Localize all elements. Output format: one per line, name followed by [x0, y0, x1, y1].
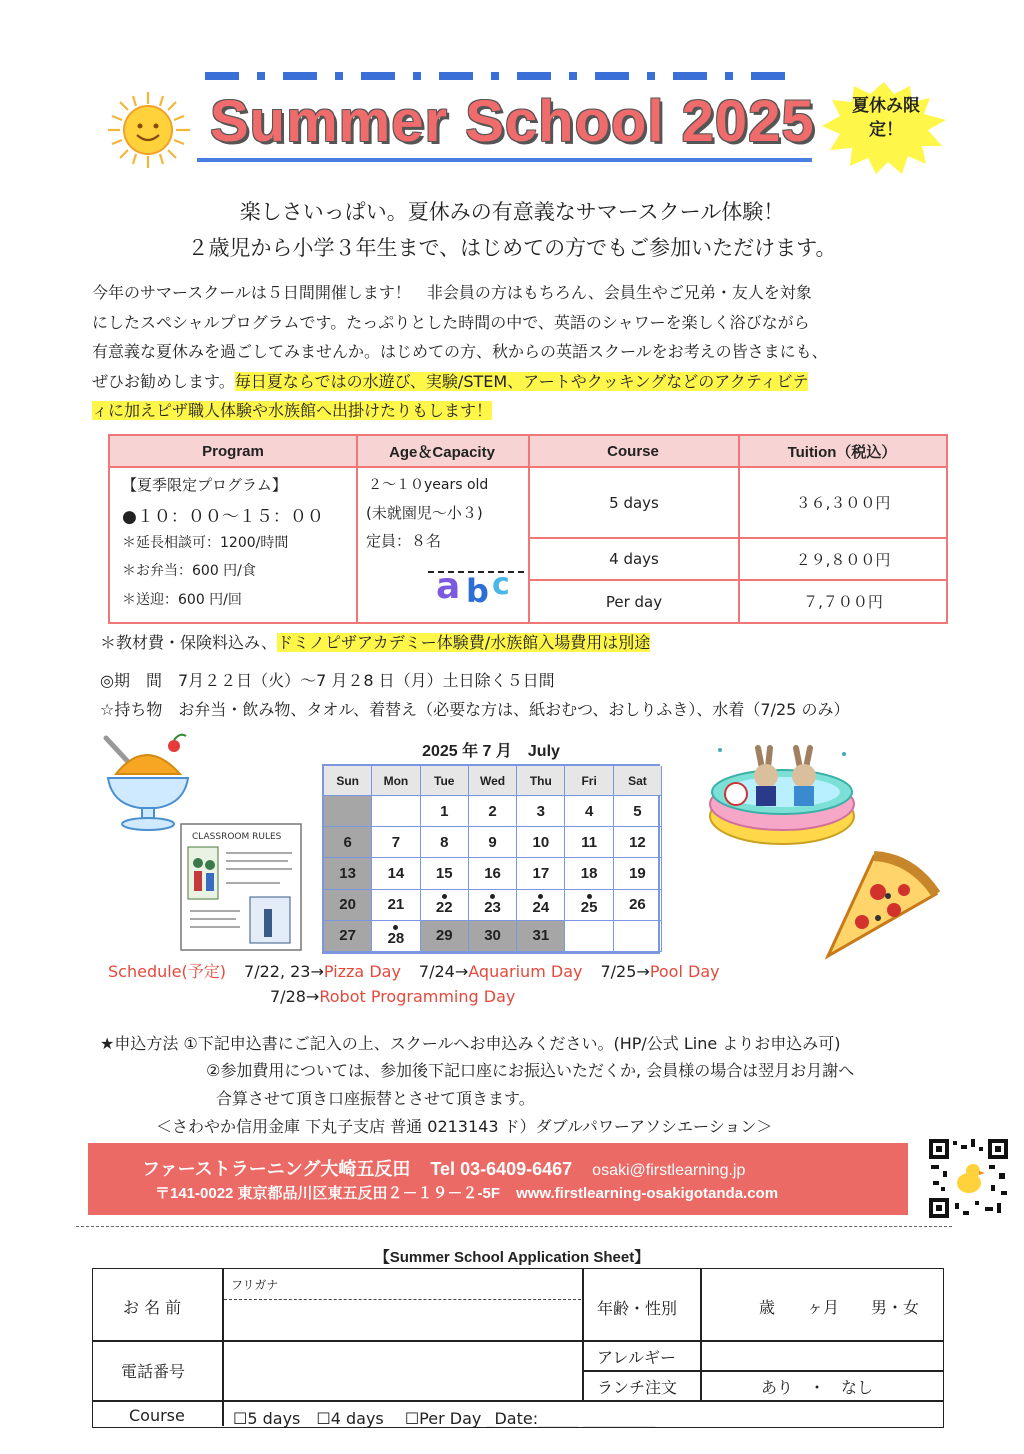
program-line: ＊お弁当：600 円/食	[122, 563, 256, 579]
event-dot	[442, 894, 447, 899]
calendar-day	[469, 827, 517, 858]
day-number: 24	[532, 899, 550, 917]
calendar-day	[517, 796, 565, 827]
day-number: 27	[339, 927, 356, 945]
day-number: 16	[484, 864, 501, 882]
course-label: Course	[129, 1406, 185, 1425]
intro-line: にしたスペシャルプログラムです。たっぷりとした時間の中で、英語のシャワーを楽しく浴びながら	[92, 312, 810, 332]
intro-line	[92, 396, 952, 426]
school-name: ファーストラーニング大崎五反田	[142, 1159, 411, 1179]
furigana-line	[224, 1299, 581, 1300]
day-number: 19	[629, 864, 646, 882]
day-number: 25	[580, 899, 598, 917]
course-name: 5 days	[609, 493, 659, 512]
age-gender-field[interactable]: 歳 ヶ月 男・女	[759, 1298, 920, 1317]
calendar-day	[517, 890, 565, 921]
pool-bunnies-icon	[706, 736, 858, 848]
day-number: 18	[580, 864, 598, 882]
schedule-event: Robot Programming Day	[319, 987, 516, 1006]
lead-line-2: ２歳児から小学３年生まで、はじめての方でもご参加いただけます。	[187, 236, 837, 260]
badge-text: 夏休み限定！	[852, 96, 920, 140]
weekday-header: Wed	[469, 766, 517, 796]
header-tuition: Tuition（税込）	[738, 436, 946, 468]
apply-line-1: ★申込方法 ①下記申込書にご記入の上、スクールへお申込みください。(HP/公式 Line よりお申込み可)	[100, 1034, 841, 1053]
program-line: ●１０：００～１５：００	[122, 507, 324, 527]
day-number: 3	[536, 802, 545, 820]
intro-paragraph	[92, 278, 952, 426]
weekday-header: Thu	[517, 766, 565, 796]
day-number: 14	[387, 864, 405, 882]
calendar-day	[614, 827, 662, 858]
calendar-day	[324, 796, 372, 827]
schedule-date: 7/25→	[600, 962, 650, 981]
day-number: 1	[440, 802, 449, 820]
course-name: 4 days	[609, 550, 659, 568]
day-number: 21	[387, 896, 405, 914]
svg-text:a: a	[436, 566, 461, 607]
calendar-day	[324, 858, 372, 889]
form-divider	[582, 1269, 584, 1400]
weekday-header: Sun	[324, 766, 372, 796]
calendar-day	[324, 827, 372, 858]
weekday-header: Fri	[565, 766, 613, 796]
apply-line-2: ②参加費用については、参加後下記口座にお振込いただくか, 会員様の場合は翌月お月謝へ	[206, 1061, 855, 1080]
program-line: ＊延長相談可：1200/時間	[122, 535, 289, 551]
calendar-day	[372, 827, 420, 858]
items-note: ☆持ち物 お弁当・飲み物、タオル、着替え（必要な方は、紙おむつ、おしりふき）、水着（7/25 のみ）	[100, 700, 850, 719]
cut-line	[76, 1226, 952, 1227]
header-age: Age＆Capacity	[356, 436, 528, 468]
calendar-day	[565, 921, 613, 952]
svg-text:b: b	[466, 572, 489, 610]
svg-text:CLASSROOM RULES: CLASSROOM RULES	[192, 832, 282, 842]
day-number: 17	[532, 864, 550, 882]
schedule-line-2	[270, 987, 515, 1006]
furigana-label: フリガナ	[231, 1278, 279, 1292]
apply-line-3: 合算させて頂き口座振替とさせて頂きます。	[216, 1089, 535, 1108]
intro-text: ぜひお勧めします。	[92, 371, 235, 391]
day-number: 9	[488, 833, 497, 851]
phone-label: 電話番号	[121, 1362, 186, 1381]
calendar-day	[614, 921, 662, 952]
course-price: ３６,３００円	[795, 494, 891, 512]
age-line: 定員：８名	[366, 532, 442, 550]
calendar-day	[517, 858, 565, 889]
calendar-day	[614, 858, 662, 889]
header-course: Course	[528, 436, 738, 468]
calendar-day	[324, 921, 372, 952]
calendar-day	[421, 921, 469, 952]
course-options[interactable]	[233, 1406, 655, 1429]
date-blank[interactable]: ____ _________	[546, 1409, 656, 1428]
calendar-day	[469, 858, 517, 889]
program-line: ＊送迎：600 円/回	[122, 592, 242, 608]
age-line: ２～１０years old	[368, 477, 489, 493]
weekday-header: Sat	[614, 766, 662, 796]
calendar-day	[421, 827, 469, 858]
title-dash-decoration	[205, 72, 800, 80]
contact-line-1	[142, 1155, 745, 1181]
phone-field[interactable]	[224, 1342, 581, 1399]
day-number: 29	[435, 927, 453, 945]
form-divider	[700, 1269, 702, 1400]
abc-letters-icon	[426, 554, 526, 610]
day-number: 30	[484, 927, 501, 945]
page-title: Summer School 2025	[210, 89, 815, 154]
calendar-day	[469, 921, 517, 952]
program-line: 【夏季限定プログラム】	[122, 476, 287, 494]
schedule-event: Aquarium Day	[468, 962, 583, 981]
course-price: ２９,８００円	[795, 550, 891, 569]
allergy-label: アレルギー	[597, 1348, 676, 1367]
calendar-title: 2025 年 7 月 July	[422, 743, 560, 760]
weekday-header: Tue	[421, 766, 469, 796]
day-number: 13	[339, 864, 356, 882]
calendar-day	[372, 796, 420, 827]
lunch-options[interactable]: あり ・ なし	[761, 1378, 874, 1397]
program-table	[108, 434, 948, 624]
classroom-rules-poster-image	[180, 823, 302, 951]
intro-line	[92, 367, 952, 397]
day-number: 23	[484, 899, 501, 917]
qr-code-icon[interactable]	[927, 1137, 1010, 1220]
intro-highlight: ィに加えピザ職人体験や水族館へ出掛けたりもします！	[92, 401, 493, 421]
day-number: 4	[584, 802, 594, 820]
contact-line-2	[155, 1182, 778, 1203]
period-note: ◎期 間 7月２２日（火）～7 月２8 日（月）土日除く５日間	[100, 671, 555, 690]
schedule-date: 7/24→	[418, 962, 469, 981]
day-number: 26	[629, 896, 646, 914]
calendar-day	[421, 858, 469, 889]
phone-number: Tel 03-6409-6467	[430, 1159, 573, 1179]
schedule-event: Pool Day	[649, 962, 720, 981]
email-link[interactable]: osaki@firstlearning.jp	[592, 1162, 746, 1179]
fee-note-text: ＊教材費・保険料込み、	[100, 633, 277, 652]
table-divider	[356, 436, 358, 622]
day-number: 11	[581, 833, 598, 851]
schedule-label: Schedule(予定)	[108, 962, 227, 981]
calendar-day	[324, 890, 372, 921]
fee-note-highlight: ドミノピザアカデミー体験費/水族館入場費用は別途	[276, 633, 651, 652]
calendar-day	[469, 796, 517, 827]
header-program: Program	[110, 436, 356, 468]
day-number: 5	[633, 802, 642, 820]
event-dot	[587, 894, 592, 899]
bank-info: ＜さわやか信用金庫 下丸子支店 普通 0213143 ド）ダブルパワーアソシエーション＞	[156, 1117, 773, 1136]
day-number: 31	[532, 927, 550, 945]
calendar-day	[565, 796, 613, 827]
schedule-event: Pizza Day	[323, 962, 401, 981]
name-field[interactable]	[224, 1301, 581, 1339]
calendar-day	[372, 890, 420, 921]
calendar-grid	[324, 766, 662, 952]
event-dot	[393, 925, 398, 930]
day-number: 20	[339, 896, 356, 914]
age-gender-label: 年齢・性別	[597, 1299, 678, 1318]
day-number: 8	[440, 833, 449, 851]
calendar-day	[372, 921, 420, 952]
calendar-day	[372, 858, 420, 889]
form-divider	[93, 1400, 943, 1402]
event-dot	[490, 894, 495, 899]
pizza-slice-icon	[822, 850, 940, 962]
name-label: お 名 前	[123, 1298, 182, 1317]
day-number: 10	[532, 833, 550, 851]
calendar-day	[517, 921, 565, 952]
day-number: 28	[387, 930, 405, 948]
course-checkboxes[interactable]: ☐5 days ☐4 days ☐Per Day _Date:_	[233, 1409, 547, 1428]
day-number: 6	[343, 833, 352, 851]
course-price: ７,７００円	[803, 593, 883, 611]
event-dot	[538, 894, 543, 899]
calendar-day	[421, 890, 469, 921]
fee-note	[100, 630, 650, 653]
address: 〒141-0022 東京都品川区東五反田２－１９－２-5F	[155, 1185, 501, 1202]
title-underline	[197, 158, 812, 162]
course-name: Per day	[605, 592, 663, 611]
website-link[interactable]: www.firstlearning-osakigotanda.com	[516, 1185, 779, 1202]
calendar-day	[469, 890, 517, 921]
calendar-day	[517, 827, 565, 858]
lead-line-1: 楽しさいっぱい。夏休みの有意義なサマースクール体験！	[239, 200, 785, 224]
day-number: 15	[435, 864, 453, 882]
schedule-line-1	[108, 959, 720, 982]
intro-line: 有意義な夏休みを過ごしてみませんか。はじめての方、秋からの英語スクールをお考えの皆さまにも、	[92, 342, 828, 362]
calendar-day	[614, 796, 662, 827]
day-number: 12	[629, 833, 646, 851]
calendar-day	[565, 890, 613, 921]
age-line: (未就園児～小３)	[366, 504, 483, 522]
allergy-field[interactable]	[702, 1342, 942, 1369]
schedule-date: 7/28→	[270, 987, 320, 1006]
intro-highlight: 毎日夏ならではの水遊び、実験/STEM、アートやクッキングなどのアクティビテ	[234, 371, 809, 391]
form-divider	[582, 1370, 943, 1372]
calendar-day	[421, 796, 469, 827]
shaved-ice-icon	[100, 732, 196, 832]
day-number: 2	[488, 802, 497, 820]
calendar-day	[614, 890, 662, 921]
sun-icon	[98, 90, 198, 170]
calendar	[322, 764, 660, 954]
calendar-day	[565, 858, 613, 889]
day-number: 7	[391, 833, 401, 851]
weekday-header: Mon	[372, 766, 420, 796]
schedule-date: 7/22, 23→	[244, 962, 324, 981]
application-form	[92, 1268, 944, 1428]
lunch-label: ランチ注文	[597, 1378, 678, 1397]
svg-text:c: c	[492, 567, 510, 602]
form-title: 【Summer School Application Sheet】	[374, 1249, 650, 1266]
calendar-day	[565, 827, 613, 858]
intro-line: 今年のサマースクールは５日間開催します！ 非会員の方はもちろん、会員生やご兄弟・友人を対象	[92, 283, 812, 302]
day-number: 22	[435, 899, 453, 917]
